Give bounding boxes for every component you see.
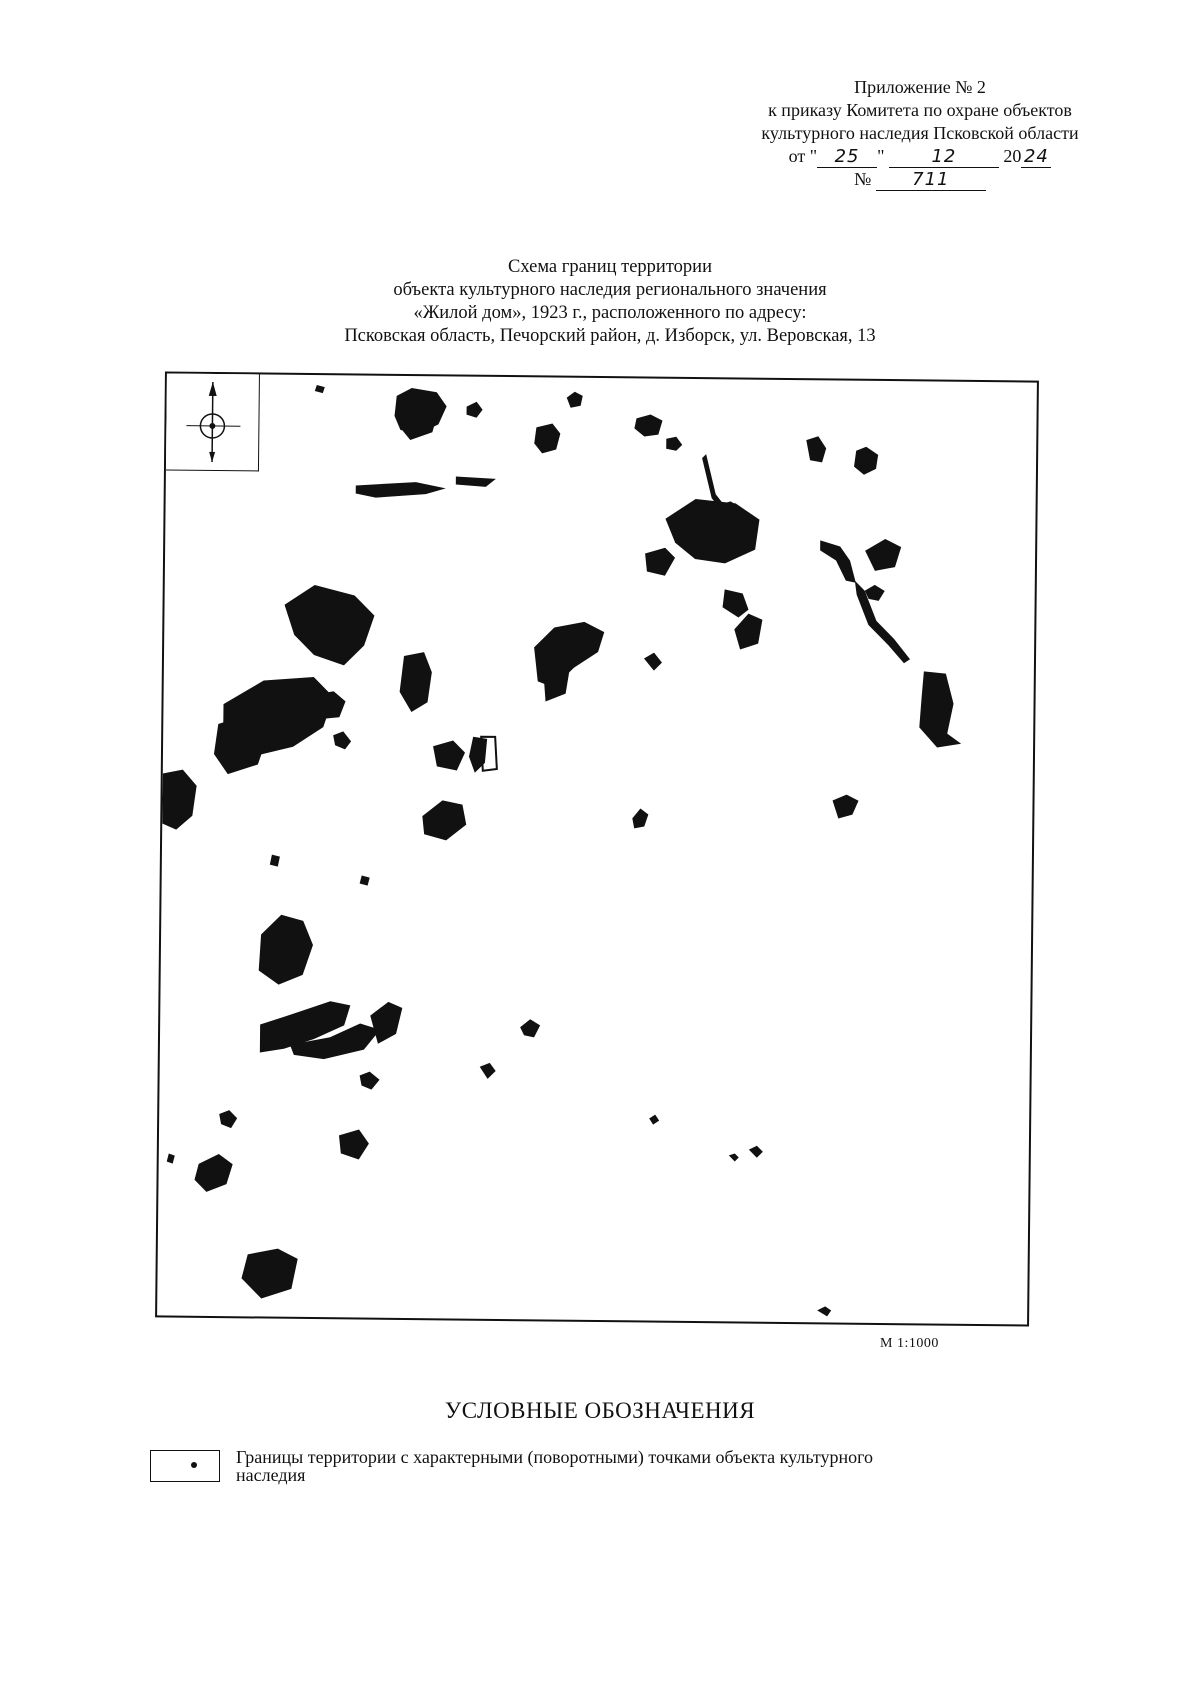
- boundary-point-icon: [150, 1450, 220, 1482]
- date-month: 12: [889, 147, 999, 168]
- north-arrow-icon: [166, 373, 259, 470]
- scheme-title: [200, 256, 1020, 348]
- date-day: 25: [817, 147, 877, 168]
- map-image: [157, 373, 1037, 1324]
- number-prefix: №: [854, 169, 872, 189]
- date-prefix: от ": [788, 146, 818, 166]
- appendix-header: [730, 76, 1110, 191]
- title-line-2: объекта культурного наследия регионального значения: [393, 280, 827, 300]
- order-number: 711: [876, 170, 986, 191]
- title-line-3: «Жилой дом», 1923 г., расположенного по адресу:: [413, 303, 807, 323]
- legend-title: УСЛОВНЫЕ ОБОЗНАЧЕНИЯ: [444, 1398, 756, 1423]
- title-line-1: Схема границ территории: [508, 257, 712, 277]
- map-scan-blotches: [157, 383, 965, 1317]
- map-scale: М 1:1000: [880, 1336, 939, 1351]
- boundary-map: [155, 371, 1039, 1326]
- boundary-dot: [191, 1462, 197, 1468]
- appendix-number-line: [730, 168, 1110, 191]
- appendix-committee: культурного наследия Псковской области: [761, 123, 1079, 143]
- compass-box: [166, 373, 260, 471]
- appendix-number: Приложение № 2: [854, 77, 986, 97]
- legend-label-line-1: Границы территории с характерными (поворотными) точками объекта культурного: [236, 1447, 874, 1467]
- title-line-4: Псковская область, Печорский район, д. Изборск, ул. Веровская, 13: [344, 326, 876, 346]
- date-year: 24: [1021, 147, 1051, 168]
- appendix-order-ref: к приказу Комитета по охране объектов: [768, 100, 1072, 120]
- legend-label-line-2: наследия: [236, 1465, 306, 1485]
- date-year-prefix: 20: [1003, 146, 1022, 166]
- legend-label: [236, 1448, 1026, 1484]
- date-mid: ": [877, 146, 885, 166]
- legend-item: [150, 1448, 1030, 1508]
- appendix-date: [730, 145, 1110, 168]
